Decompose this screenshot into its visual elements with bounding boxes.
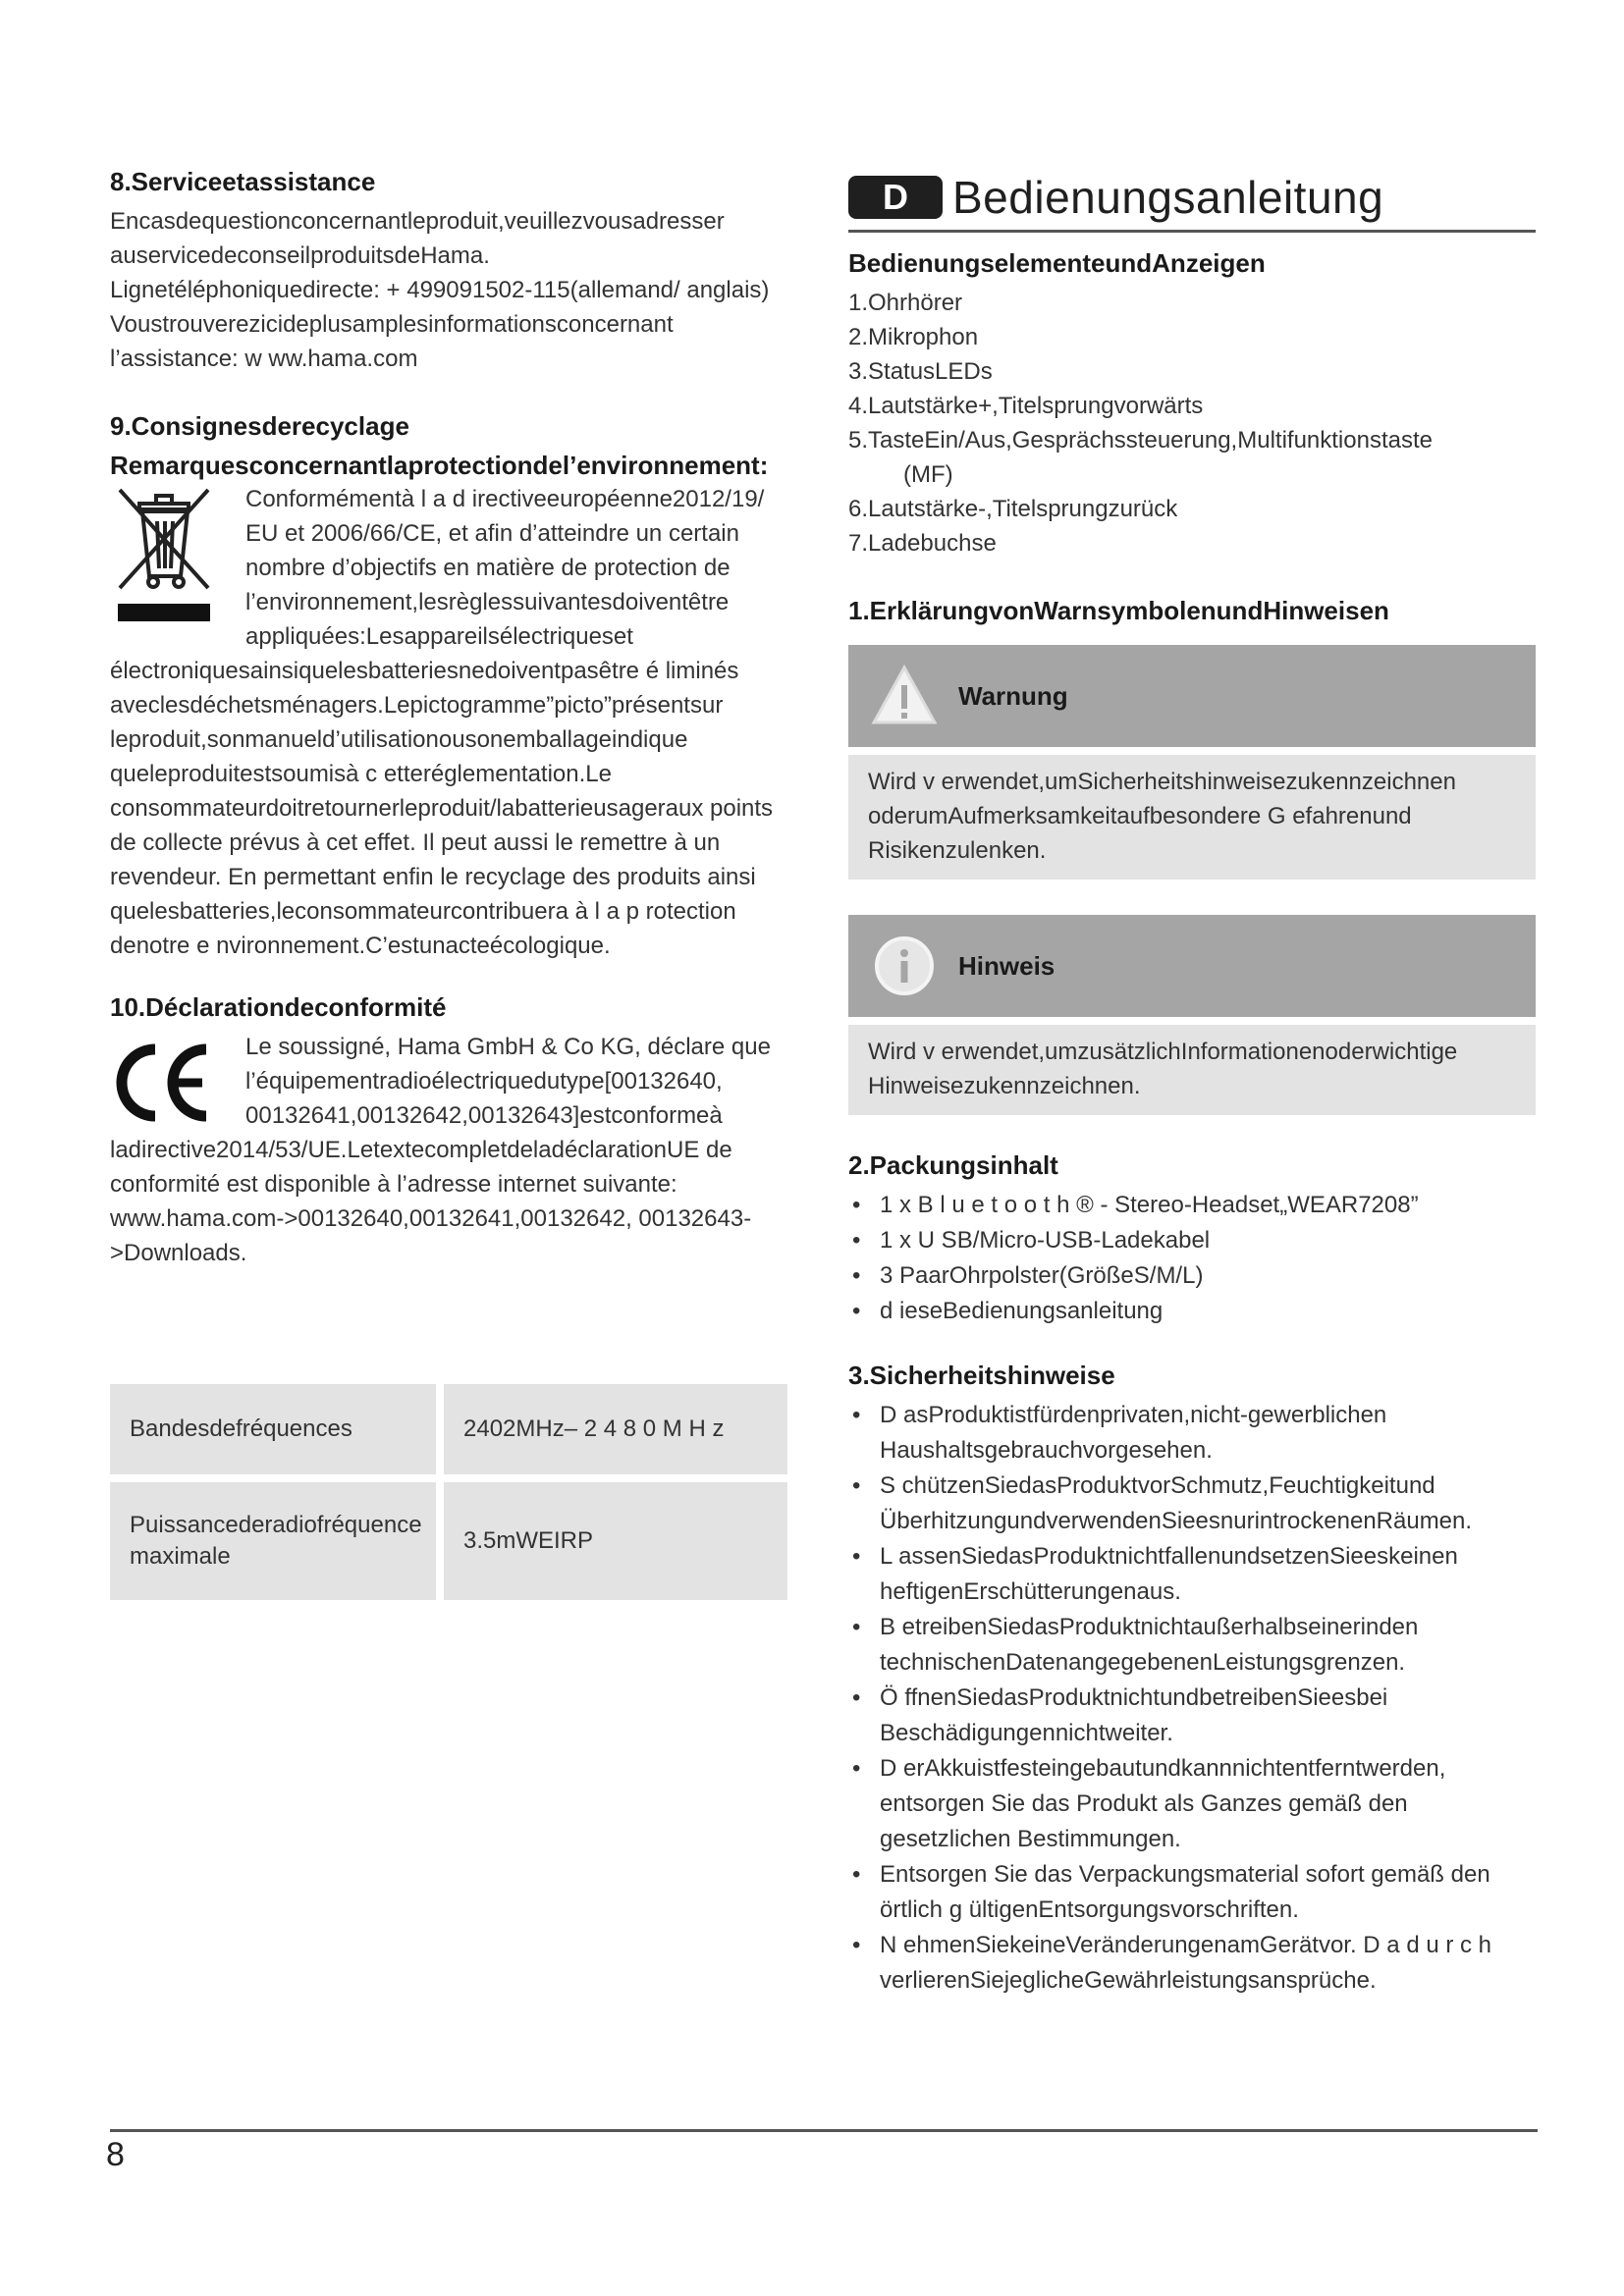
footer-divider xyxy=(110,2129,1538,2132)
list-item: • S chützenSiedasProduktvorSchmutz,Feuchtigkeitund ÜberhitzungundverwendenSieesnurintrockenenRäumen. xyxy=(848,1468,1536,1539)
table-row xyxy=(110,1482,787,1600)
hint-text: Wird v erwendet,umzusätzlichInformationenoderwichtige Hinweisezukennzeichnen. xyxy=(848,1025,1536,1115)
safety-list xyxy=(848,1398,1536,1999)
package-list xyxy=(848,1188,1536,1329)
frequency-table xyxy=(110,1384,787,1608)
service-section xyxy=(110,165,787,376)
list-item: • Entsorgen Sie das Verpackungsmaterial sofort gemäß den örtlich g ültigenEntsorgungsvorschriften. xyxy=(848,1857,1536,1928)
list-item: (MF) xyxy=(903,461,953,488)
list-item: 4.Lautstärke+,Titelsprungvorwärts xyxy=(848,393,1204,419)
list-item: 2.Mikrophon xyxy=(848,324,979,350)
list-item: • B etreibenSiedasProduktnichtaußerhalbseinerinden technischenDatenangegebenenLeistungsgrenzen. xyxy=(848,1610,1536,1681)
language-title: Bedienungsanleitung xyxy=(952,172,1384,223)
hint-box-header xyxy=(848,915,1536,1017)
list-item: 6.Lautstärke-,Titelsprungzurück xyxy=(848,496,1178,522)
list-item: • 1 x U SB/Micro-USB-Ladekabel xyxy=(848,1223,1536,1258)
package-heading: 2.Packungsinhalt xyxy=(848,1150,1058,1180)
hint-label: Hinweis xyxy=(958,950,1056,981)
recycling-heading: 9.Consignesderecyclage xyxy=(110,411,409,441)
conformity-body xyxy=(110,1030,787,1270)
conformity-paragraph: ladirective2014/53/UE.LetextecompletdeladéclarationUE de conformité est disponible à l’adresse internet suivante: www.hama.com->00132640,00132641,00132642, 00132643->Downloads. xyxy=(110,1137,752,1266)
left-column xyxy=(110,165,787,1274)
info-icon xyxy=(870,932,939,1000)
page-number: 8 xyxy=(106,2136,125,2173)
service-paragraph-3: Voustrouverezicideplusamplesinformationsconcernant l’assistance: w ww.hama.com xyxy=(110,311,674,372)
recycling-body xyxy=(110,482,787,963)
list-item: • N ehmenSiekeineVeränderungenamGerätvor. D a d u r c h verlierenSiejeglicheGewährleistungsansprüche. xyxy=(848,1928,1536,1999)
list-item: • Ö ffnenSiedasProduktnichtundbetreibenSieesbei Beschädigungennichtweiter. xyxy=(848,1681,1536,1751)
table-row xyxy=(110,1384,787,1474)
controls-section xyxy=(848,246,1536,561)
conformity-indent-line: l’équipementradioélectriquedutype[00132640, xyxy=(245,1068,723,1095)
right-column xyxy=(848,165,1536,2002)
table-cell-label: Bandesdefréquences xyxy=(110,1384,436,1474)
warnings-heading: 1.ErklärungvonWarnsymbolenundHinweisen xyxy=(848,596,1389,625)
table-cell-value: 3.5mWEIRP xyxy=(444,1482,787,1600)
service-paragraph-2: Lignetéléphoniquedirecte: + 499091502-115(allemand/ anglais) xyxy=(110,277,770,303)
service-paragraph-1: Encasdequestionconcernantleproduit,veuillezvousadresser auservicedeconseilproduitsdeHama. xyxy=(110,208,725,269)
recycling-section xyxy=(110,409,787,963)
recycling-indent-line: nombre d’objectifs en matière de protection de xyxy=(245,555,731,581)
list-item: 3.StatusLEDs xyxy=(848,358,993,385)
table-cell-value: 2402MHz– 2 4 8 0 M H z xyxy=(444,1384,787,1474)
conformity-heading: 10.Déclarationdeconformité xyxy=(110,992,447,1022)
recycling-subheading: Remarquesconcernantlaprotectiondel’environnement: xyxy=(110,451,769,480)
list-item: • D erAkkuistfesteingebautundkannnichtentferntwerden, entsorgen Sie das Produkt als Ganzes gemäß den gesetzlichen Bestimmungen. xyxy=(848,1751,1536,1857)
conformity-section xyxy=(110,990,787,1270)
warning-label: Warnung xyxy=(958,680,1068,711)
weee-crossed-bin-icon xyxy=(110,482,218,629)
warning-triangle-icon xyxy=(870,662,939,730)
conformity-indent-line: Le soussigné, Hama GmbH & Co KG, déclare que xyxy=(245,1034,771,1060)
service-heading: 8.Serviceetassistance xyxy=(110,167,376,196)
recycling-indent-line: EU et 2006/66/CE, et afin d’atteindre un certain xyxy=(245,520,739,547)
safety-heading: 3.Sicherheitshinweise xyxy=(848,1361,1115,1390)
list-item: 5.TasteEin/Aus,Gesprächssteuerung,Multifunktionstaste xyxy=(848,427,1433,454)
warning-box-header xyxy=(848,645,1536,747)
controls-heading: BedienungselementeundAnzeigen xyxy=(848,248,1266,278)
list-item: • d ieseBedienungsanleitung xyxy=(848,1294,1536,1329)
conformity-indent-line: 00132641,00132642,00132643]estconformeà xyxy=(245,1102,723,1129)
list-item: • 1 x B l u e t o o t h ® - Stereo-Headset„WEAR7208” xyxy=(848,1188,1536,1223)
recycling-indent-line: appliquées:Lesappareilsélectriqueset xyxy=(245,623,633,650)
recycling-indent-line: l’environnement,lesrèglessuivantesdoiventêtre xyxy=(245,589,730,615)
ce-mark-icon xyxy=(110,1038,220,1126)
language-badge: D xyxy=(848,176,943,219)
list-item: 7.Ladebuchse xyxy=(848,530,997,557)
warning-text: Wird v erwendet,umSicherheitshinweisezukennzeichnen oderumAufmerksamkeitaufbesondere G efahrenund Risikenzulenken. xyxy=(848,755,1536,880)
list-item: 1.Ohrhörer xyxy=(848,290,963,316)
list-item: • D asProduktistfürdenprivaten,nicht-gewerblichen Haushaltsgebrauchvorgesehen. xyxy=(848,1398,1536,1468)
list-item: • 3 PaarOhrpolster(GrößeS/M/L) xyxy=(848,1258,1536,1294)
package-section xyxy=(848,1148,1536,1329)
warnings-section xyxy=(848,594,1536,1115)
recycling-paragraph: électroniquesainsiquelesbatteriesnedoiventpasêtre é liminés aveclesdéchetsménagers.Lepictogramme”picto”présentsur leproduit,sonmanueld’utilisationousonemballageindique queleproduitestsoumisà c etteréglementation.Le consommateurdoitretournerleproduit/labatterieusageraux points de collecte prévus à cet effet. Il peut aussi le remettre à un revendeur. En permettant enfin le recyclage des produits ainsi quelesbatteries,leconsommateurcontribuera à l a p rotection denotre e nvironnement.C’estunacteécologique. xyxy=(110,658,774,959)
safety-section xyxy=(848,1359,1536,1999)
recycling-indent-line: Conformémentà l a d irectiveeuropéenne2012/19/ xyxy=(245,486,765,512)
language-header xyxy=(848,165,1536,233)
table-cell-label: Puissancederadiofréquence maximale xyxy=(110,1482,436,1600)
list-item: • L assenSiedasProduktnichtfallenundsetzenSieeskeinen heftigenErschütterungenaus. xyxy=(848,1539,1536,1610)
